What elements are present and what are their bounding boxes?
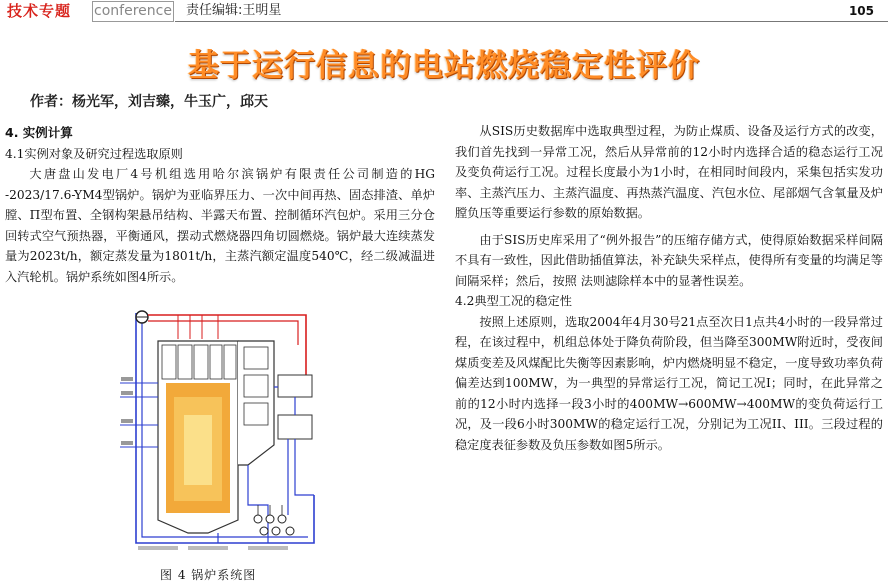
article-title: 基于运行信息的电站燃烧稳定性评价	[188, 48, 700, 84]
paragraph: 按照上述原则，选取2004年4月30号21点至次日1点共4小时的一段异常过程，在该过程中，机组总体处于降负荷阶段，但当降至300MW附近时，受夜间煤质变差及风煤配比失衡等因素影响，炉内燃烧明显不稳定，一度导致功率负荷偏差达到100MW，为一典型的异常运行工况，简记工况I；同时，在此异常之前的12小时内选择一段3小时的400MW→600MW→400MW的变负荷运行工况，及一段6小时300MW的稳定运行工况，分别记为工况II、III。三段过程的稳定度表征参数及负压参数如图5所示。	[455, 314, 883, 452]
header-rule	[175, 21, 888, 22]
figure-caption: 图 4 锅炉系统图	[160, 568, 257, 582]
page-header	[0, 0, 888, 22]
boiler-system-diagram	[118, 305, 324, 555]
page-number: 105	[848, 4, 874, 18]
paragraph: 从SIS历史数据库中选取典型过程，为防止煤质、设备及运行方式的改变，我们首先找到一异常工况，然后从异常前的12小时内选择合适的稳态运行工况及变负荷运行工况。过程长度最小为1小时，在相同时间段内，采集包括实发功率、主蒸汽压力、主蒸汽温度、再热蒸汽温度、汽包水位、尾部烟气含氧量及炉膛负压等重要运行参数的原始数据。	[455, 124, 883, 220]
subsection-heading: 4.2典型工况的稳定性	[455, 294, 572, 308]
left-column	[5, 123, 435, 287]
column-en-label: conference	[92, 1, 174, 22]
paragraph: 大唐盘山发电厂4号机组选用哈尔滨锅炉有限责任公司制造的HG -2023/17.6-YM4型锅炉。锅炉为亚临界压力、一次中间再热、固态排渣、单炉膛、Π型布置、全钢构架悬吊结构、半露天布置、控制循环汽包炉。采用三分仓回转式空气预热器，平衡通风，摆动式燃烧器四角切圆燃烧。锅炉最大连续蒸发量为2023t/h，额定蒸发量为1801t/h，主蒸汽额定温度540℃，经二级减温进入汽轮机。锅炉系统如图4所示。	[5, 167, 435, 284]
section-heading: 4. 实例计算	[5, 125, 73, 140]
article-authors: 作者：杨光军，刘吉臻，牛玉广，邱天	[30, 94, 268, 110]
subsection-heading: 4.1实例对象及研究过程选取原则	[5, 146, 183, 161]
right-column	[455, 121, 883, 455]
editor-credit: 责任编辑:王明星	[186, 3, 282, 18]
column-tag: 技术专题	[7, 2, 72, 20]
paragraph: 由于SIS历史库采用了“例外报告”的压缩存储方式，使得原始数据采样间隔不具有一致性，因此借助插值算法，补充缺失采样点，使得所有变量的均满足等间隔采样；然后，按照 法则滤除样本中的显著性误差。	[455, 232, 883, 288]
